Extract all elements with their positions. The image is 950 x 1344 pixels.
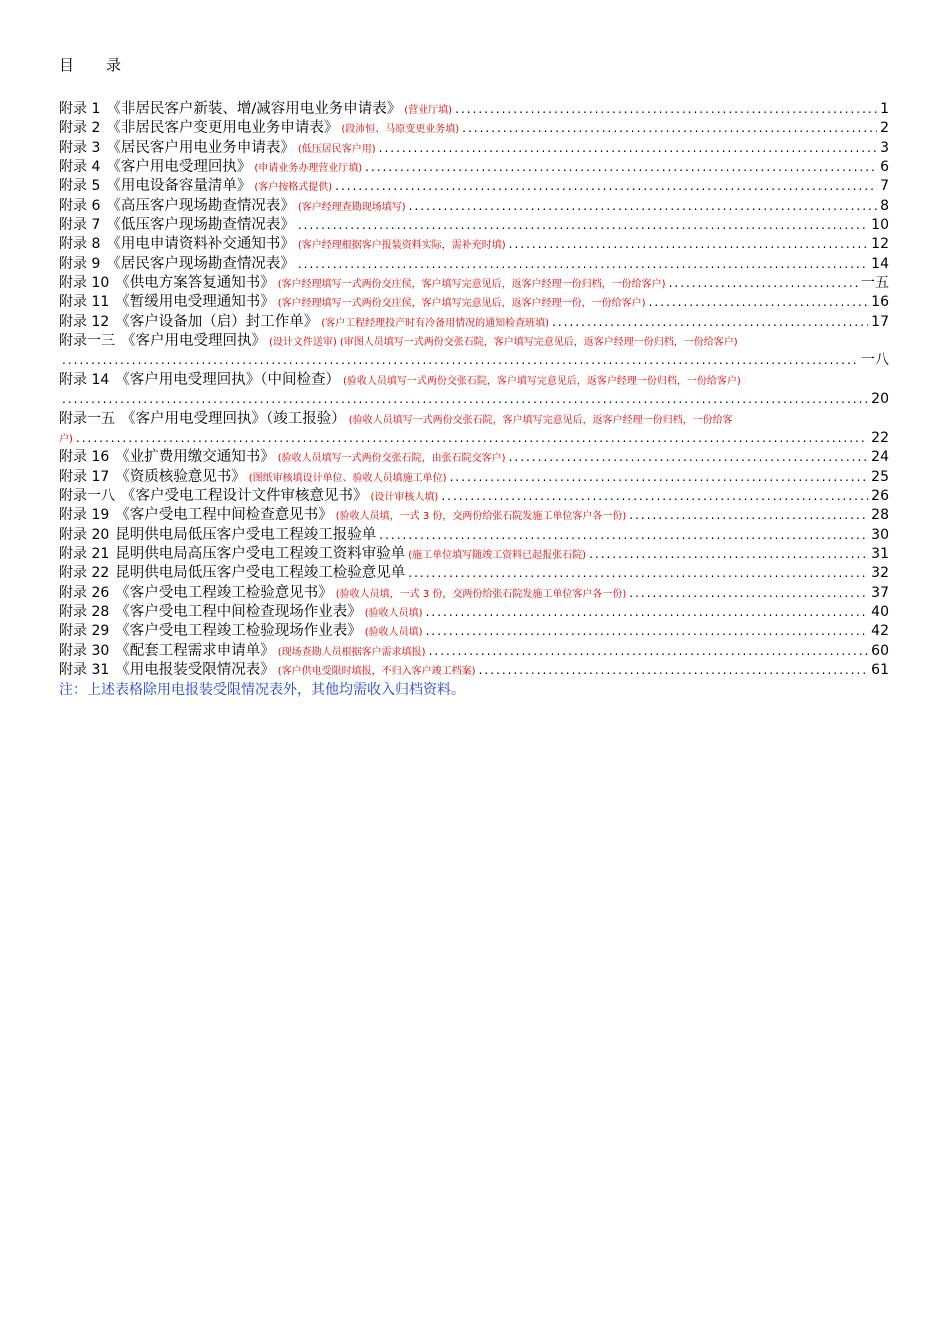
entry-note: (验收人员填): [364, 627, 423, 639]
entry-page-number: 3: [880, 139, 889, 156]
toc-entry[interactable]: [59, 293, 889, 312]
entry-page-number: 24: [871, 449, 889, 466]
entry-title: 《供电方案答复通知书》: [115, 275, 275, 292]
dot-leader: [462, 119, 877, 138]
entry-number: 附录 2: [59, 120, 101, 137]
entry-page-number: 37: [871, 584, 889, 601]
entry-title: 《用电报装受限情况表》: [115, 661, 275, 678]
toc-entry[interactable]: [59, 197, 889, 216]
entry-title: 《客户受电工程竣工检验现场作业表》: [115, 623, 362, 640]
entry-number: 附录 21: [59, 545, 110, 562]
toc-entry[interactable]: [59, 584, 889, 603]
entry-line-1: [59, 332, 889, 351]
toc-entry[interactable]: [59, 274, 889, 293]
toc-title-part1: 目: [59, 56, 75, 74]
toc-entry[interactable]: [59, 313, 889, 332]
entry-page-number: 14: [871, 255, 889, 272]
dot-leader: [62, 351, 858, 370]
toc-entry[interactable]: [59, 255, 889, 274]
entry-number: 附录 31: [59, 661, 110, 678]
entry-number: 附录 9: [59, 255, 101, 272]
dot-leader: [629, 506, 868, 525]
entry-note: (验收人员填): [364, 607, 423, 619]
entry-title: 《客户用电受理回执》（中间检查）: [115, 371, 341, 388]
toc-entry-wrapped[interactable]: [59, 410, 889, 449]
toc-entry[interactable]: [59, 448, 889, 467]
dot-leader: [379, 139, 877, 158]
toc-entry[interactable]: [59, 468, 889, 487]
entry-page-number: 42: [871, 623, 889, 640]
entry-note: (客户经理填写一式两份交庄侯，客户填写完意见后，返客户经理一份归档，一份给客户): [277, 279, 666, 291]
toc-entry[interactable]: [59, 216, 889, 235]
entry-note: (验收人员填，一式 3 份，交两份给张石院发施工单位客户各一份): [335, 511, 627, 523]
entry-note: (图纸审核填设计单位、验收人员填施工单位): [248, 472, 447, 484]
entry-page-number: 20: [871, 391, 889, 408]
entry-number: 附录 19: [59, 507, 110, 524]
entry-number: 附录 8: [59, 236, 101, 253]
entry-title: 《居民客户用电业务申请表》: [106, 139, 295, 156]
entry-number: 附录 20: [59, 526, 110, 543]
entry-title: 《非居民客户变更用电业务申请表》: [106, 120, 339, 137]
dot-leader: [450, 468, 869, 487]
toc-list: [59, 100, 889, 680]
entry-page-number: 22: [871, 429, 889, 446]
entry-note: (施工单位填写随竣工资料已起报张石院): [408, 549, 587, 561]
dot-leader: [429, 642, 869, 661]
dot-leader: [509, 235, 869, 254]
entry-page-number: 一五: [861, 275, 889, 292]
toc-entry[interactable]: [59, 564, 889, 583]
entry-title: 昆明供电局低压客户受电工程竣工检验意见单: [115, 565, 406, 582]
entry-note-continued: 户): [59, 433, 73, 445]
entry-title: 《低压客户现场勘查情况表》: [106, 217, 295, 234]
toc-entry-wrapped[interactable]: [59, 332, 889, 371]
toc-entry-wrapped[interactable]: [59, 371, 889, 410]
entry-number: 附录 6: [59, 197, 101, 214]
entry-line-2: [59, 390, 889, 409]
entry-title: 《客户受电工程设计文件审核意见书》: [121, 487, 368, 504]
entry-line-1: [59, 410, 889, 429]
entry-title: 《用电设备容量清单》: [106, 178, 252, 195]
entry-note: (段沛恒、马原变更业务填): [341, 124, 460, 136]
entry-page-number: 61: [871, 661, 889, 678]
entry-page-number: 8: [880, 197, 889, 214]
dot-leader: [409, 197, 877, 216]
entry-note: (客户按格式提供): [254, 182, 333, 194]
entry-note: (客户经理填写一式两份交庄侯，客户填写完意见后，返客户经理一份，一份给客户): [277, 298, 646, 310]
entry-number: 附录 11: [59, 294, 110, 311]
entry-title: 《客户用电受理回执》（竣工报验）: [121, 410, 346, 427]
entry-number: 附录一八: [59, 487, 115, 504]
entry-page-number: 28: [871, 507, 889, 524]
dot-leader: [379, 526, 868, 545]
dot-leader: [669, 274, 858, 293]
entry-note: (客户经理根据客户报装资料实际，需补充时填): [297, 240, 506, 252]
entry-number: 附录 10: [59, 275, 110, 292]
entry-note: (低压居民客户用): [297, 143, 376, 155]
entry-number: 附录 5: [59, 178, 101, 195]
entry-page-number: 25: [871, 468, 889, 485]
toc-entry[interactable]: [59, 506, 889, 525]
toc-entry[interactable]: [59, 642, 889, 661]
entry-note-small: (设计文件送审): [269, 337, 337, 349]
entry-line-2: [59, 429, 889, 448]
toc-entry[interactable]: [59, 100, 889, 119]
entry-note: (现场查勘人员根据客户需求填报): [277, 646, 426, 658]
entry-page-number: 40: [871, 603, 889, 620]
dot-leader: [76, 429, 868, 448]
dot-leader: [298, 216, 868, 235]
entry-number: 附录 16: [59, 449, 110, 466]
entry-title: 《客户受电工程竣工检验意见书》: [115, 584, 333, 601]
entry-title: 《客户受电工程中间检查现场作业表》: [115, 603, 362, 620]
toc-entry[interactable]: [59, 119, 889, 138]
entry-page-number: 6: [880, 159, 889, 176]
toc-title-part2: 录: [106, 56, 122, 74]
entry-title: 《客户用电受理回执》: [106, 159, 252, 176]
footnote: 注：上述表格除用电报装受限情况表外，其他均需收入归档资料。: [59, 682, 465, 699]
entry-number: 附录 14: [59, 371, 110, 388]
entry-title: 《业扩费用缴交通知书》: [115, 449, 275, 466]
entry-page-number: 12: [871, 236, 889, 253]
entry-number: 附录 26: [59, 584, 110, 601]
entry-title: 《配套工程需求申请单》: [115, 642, 275, 659]
toc-entry[interactable]: [59, 235, 889, 254]
entry-note: (设计审核人填): [370, 491, 439, 503]
toc-entry[interactable]: [59, 526, 889, 545]
entry-title: 《用电申请资料补交通知书》: [106, 236, 295, 253]
entry-note: (申请业务办理营业厅填): [254, 163, 363, 175]
toc-title: [59, 54, 889, 74]
dot-leader: [479, 661, 869, 680]
dot-leader: [552, 313, 868, 332]
entry-note: (客户经理查勘现场填写): [297, 201, 406, 213]
entry-number: 附录 17: [59, 468, 110, 485]
dot-leader: [629, 584, 868, 603]
document-page: [59, 54, 889, 700]
entry-title: 《非居民客户新装、增/减容用电业务申请表》: [106, 101, 402, 117]
dot-leader: [509, 448, 869, 467]
entry-number: 附录 22: [59, 565, 110, 582]
entry-page-number: 2: [880, 120, 889, 137]
entry-title: 《暂缓用电受理通知书》: [115, 294, 275, 311]
entry-page-number: 31: [871, 545, 889, 562]
dot-leader: [426, 603, 869, 622]
entry-title: 昆明供电局高压客户受电工程竣工资料审验单: [115, 545, 406, 562]
entry-note: (验收人员填写一式两份交张石院，由张石院交客户): [277, 453, 506, 465]
entry-title: 《客户用电受理回执》: [121, 333, 266, 350]
toc-entry[interactable]: [59, 158, 889, 177]
toc-entry[interactable]: [59, 139, 889, 158]
entry-note: (验收人员填写一式两份交张石院，客户填写完意见后，返客户经理一份归档，一份给客户): [343, 375, 741, 387]
dot-leader: [649, 293, 869, 312]
dot-leader: [298, 255, 868, 274]
entry-number: 附录 12: [59, 313, 110, 330]
entry-title: 《居民客户现场勘查情况表》: [106, 255, 295, 272]
dot-leader: [335, 177, 877, 196]
dot-leader: [455, 100, 877, 119]
dot-leader: [408, 564, 868, 583]
entry-page-number: 1: [880, 101, 889, 117]
toc-entry[interactable]: [59, 603, 889, 622]
entry-line-2: [59, 351, 889, 370]
entry-number: 附录一三: [59, 333, 115, 350]
entry-number: 附录 30: [59, 642, 110, 659]
entry-note: (客户工程经理投产时有冷备用情况的通知检查班填): [321, 317, 550, 329]
toc-entry[interactable]: [59, 177, 889, 196]
entry-note: (验收人员填写一式两份交张石院，客户填写完意见后，返客户经理一份归档，一份给客: [348, 414, 733, 426]
entry-title: 《客户受电工程中间检查意见书》: [115, 507, 333, 524]
entry-title: 《资质核验意见书》: [115, 468, 246, 485]
toc-entry[interactable]: [59, 661, 889, 680]
entry-number: 附录 28: [59, 603, 110, 620]
dot-leader: [62, 390, 868, 409]
entry-page-number: 10: [871, 217, 889, 234]
dot-leader: [365, 158, 877, 177]
toc-entry[interactable]: [59, 487, 889, 506]
entry-note: (营业厅填): [404, 105, 453, 116]
entry-page-number: 32: [871, 565, 889, 582]
entry-number: 附录 3: [59, 139, 101, 156]
dot-leader: [589, 545, 868, 564]
entry-number: 附录 7: [59, 217, 101, 234]
entry-title: 昆明供电局低压客户受电工程竣工报验单: [115, 526, 377, 543]
entry-page-number: 16: [871, 294, 889, 311]
entry-title: 《客户设备加（启）封工作单》: [115, 313, 319, 330]
entry-note: (审图人员填写一式两份交张石院，客户填写完意见后，返客户经理一份归档，一份给客户): [339, 337, 738, 349]
entry-number: 附录 29: [59, 623, 110, 640]
entry-page-number: 30: [871, 526, 889, 543]
entry-page-number: 7: [880, 178, 889, 195]
entry-note: (验收人员填，一式 3 份，交两份给张石院发施工单位客户各一份): [335, 588, 627, 600]
entry-note: (客户供电受限时填报，不归入客户竣工档案): [277, 665, 476, 677]
dot-leader: [441, 487, 868, 506]
entry-line-1: [59, 371, 889, 390]
entry-page-number: 一八: [861, 352, 889, 369]
dot-leader: [426, 622, 869, 641]
entry-number: 附录一五: [59, 410, 115, 427]
entry-number: 附录 4: [59, 159, 101, 176]
toc-entry[interactable]: [59, 622, 889, 641]
toc-entry[interactable]: [59, 545, 889, 564]
entry-page-number: 17: [871, 313, 889, 330]
entry-page-number: 26: [871, 487, 889, 504]
entry-title: 《高压客户现场勘查情况表》: [106, 197, 295, 214]
entry-number: 附录 1: [59, 101, 101, 117]
entry-page-number: 60: [871, 642, 889, 659]
